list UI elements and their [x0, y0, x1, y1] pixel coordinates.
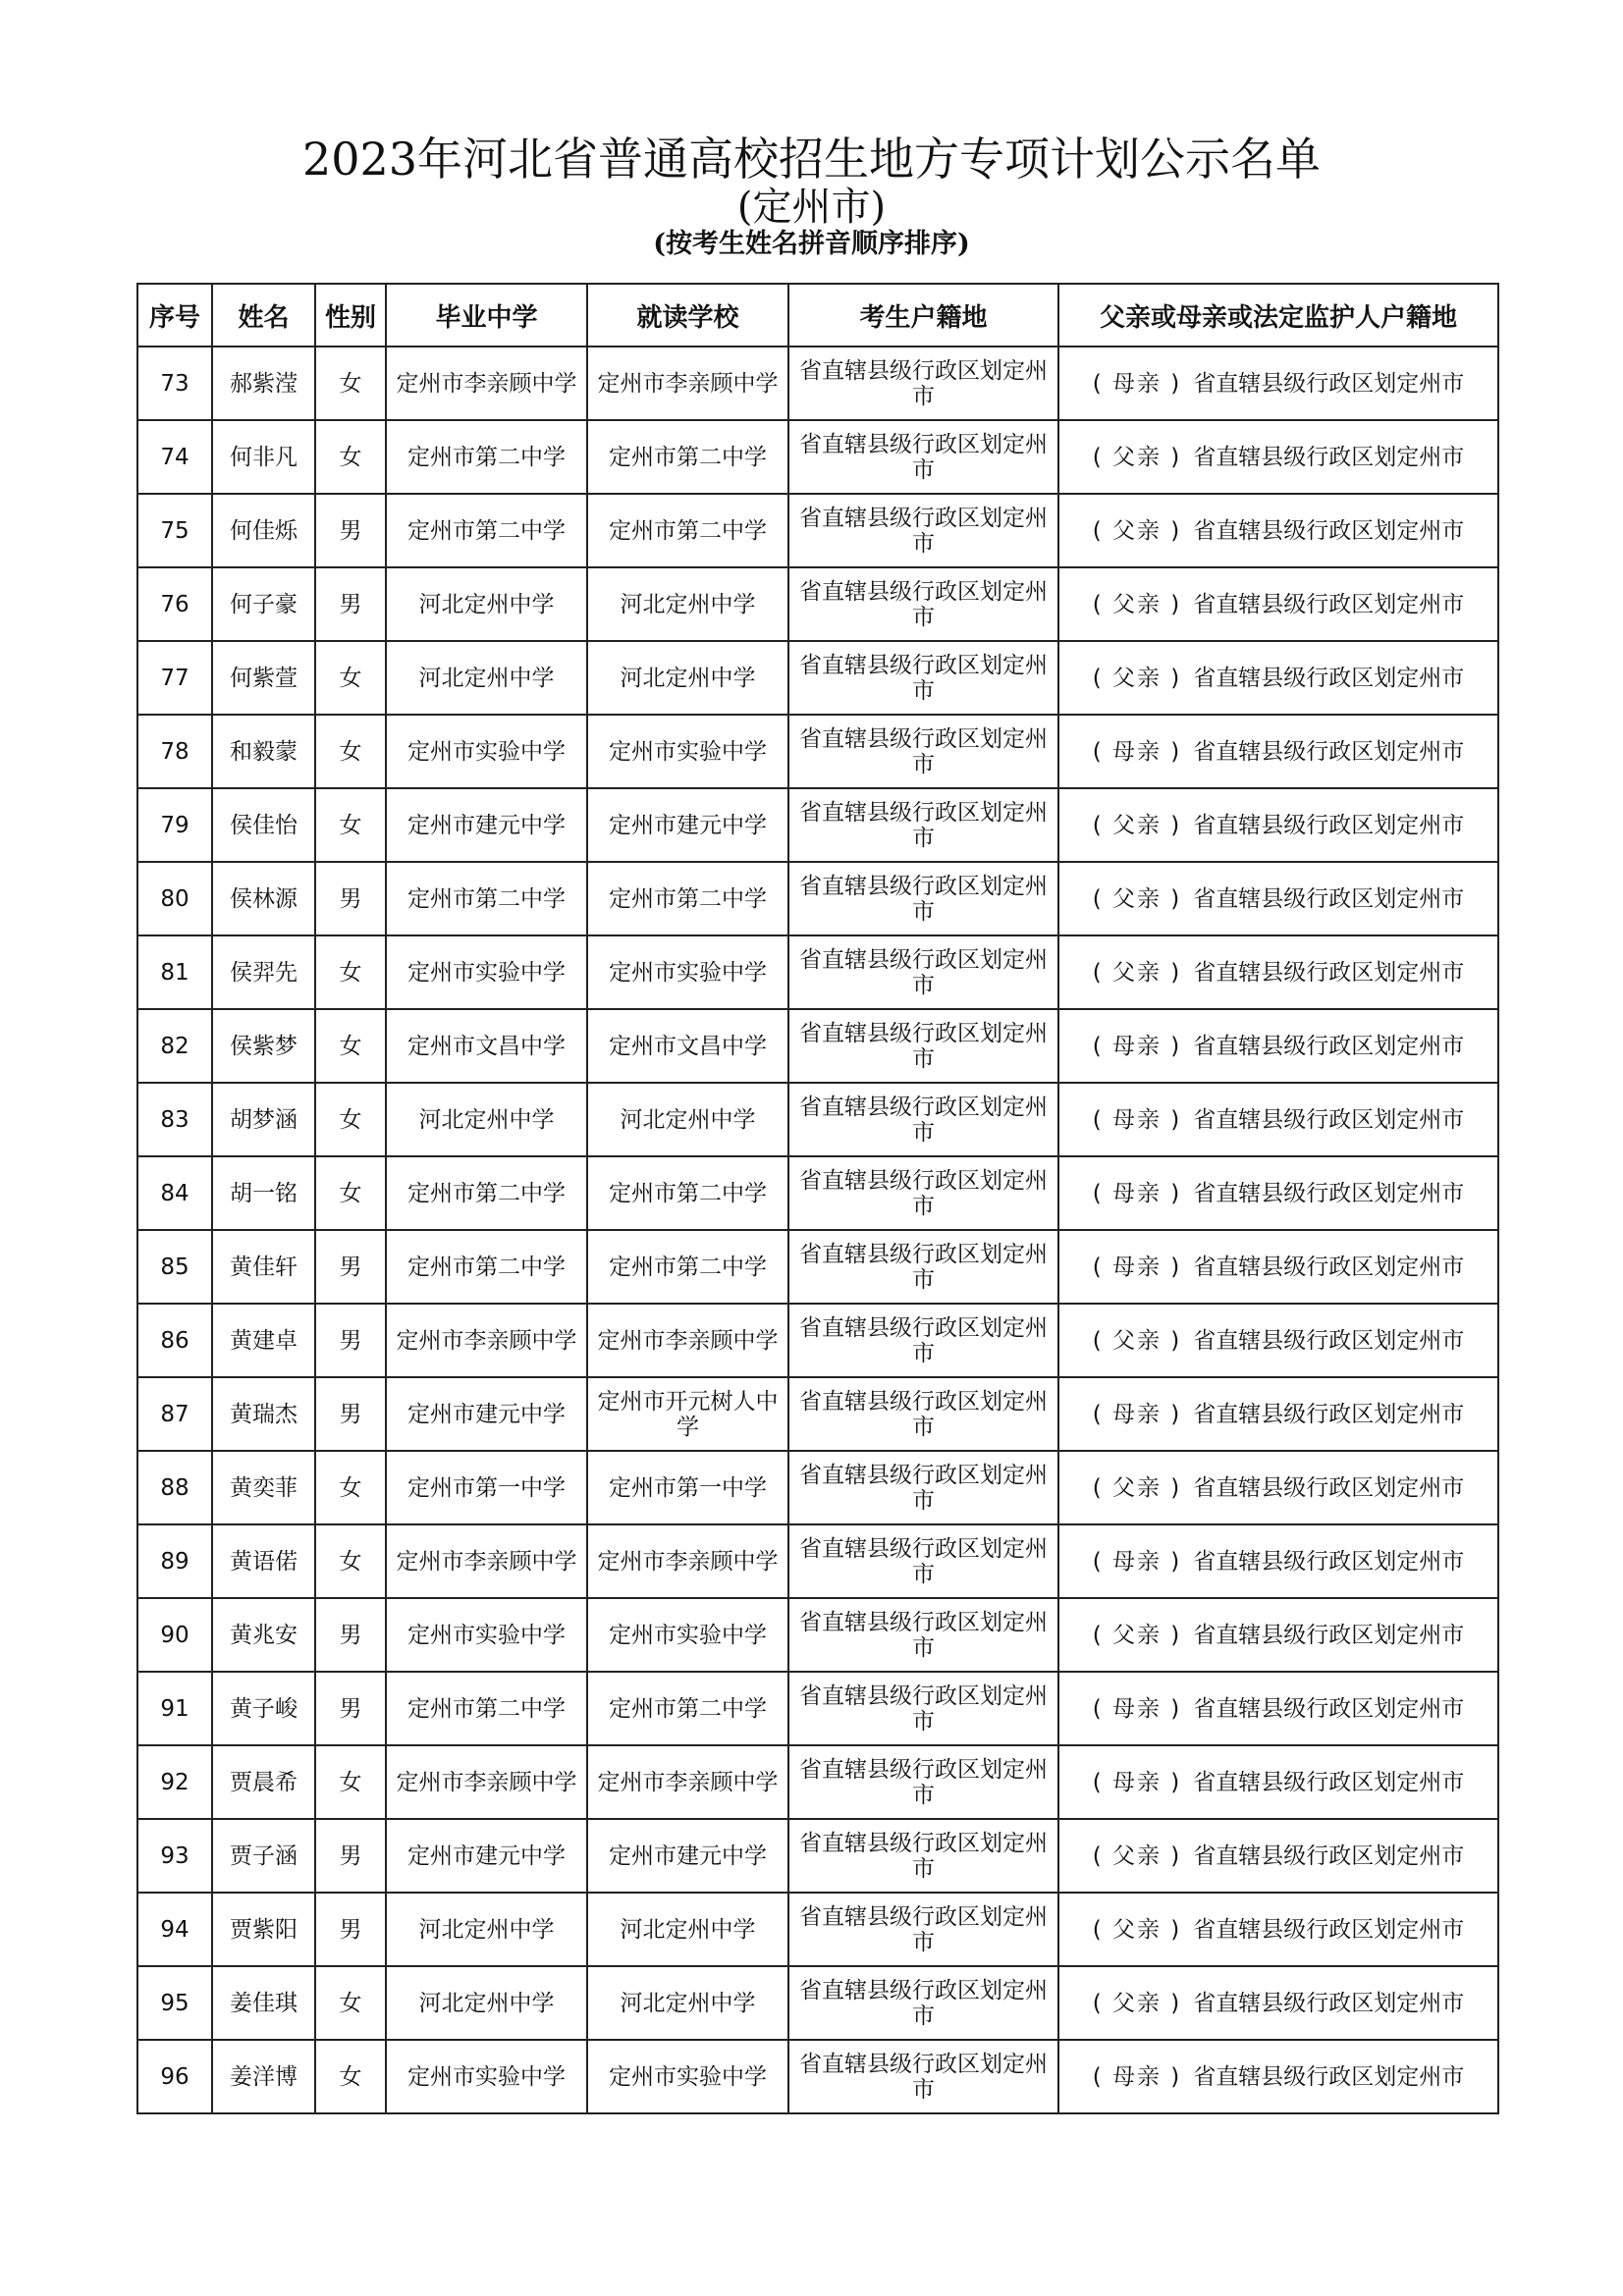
page-subtitle: (定州市): [736, 185, 887, 230]
cell-graduation-school: 定州市第二中学: [386, 1230, 587, 1304]
header-no: 序号: [137, 284, 212, 347]
cell-graduation-school: 定州市第二中学: [386, 494, 587, 567]
cell-no: 81: [137, 935, 212, 1009]
cell-no: 77: [137, 641, 212, 715]
cell-current-school: 定州市第二中学: [587, 862, 788, 935]
cell-graduation-school: 定州市李亲顾中学: [386, 1524, 587, 1598]
cell-gender: 男: [315, 567, 386, 641]
guardian-relation: ( 父亲 ): [1092, 1622, 1182, 1648]
cell-current-school: 河北定州中学: [587, 641, 788, 715]
cell-guardian-hukou: [1058, 788, 1498, 862]
cell-student-hukou: 省直辖县级行政区划定州市: [788, 494, 1058, 567]
table-row: [137, 1377, 1498, 1451]
cell-graduation-school: 河北定州中学: [386, 567, 587, 641]
cell-gender: 女: [315, 788, 386, 862]
cell-name: 黄子峻: [212, 1672, 315, 1745]
cell-student-hukou: 省直辖县级行政区划定州市: [788, 1451, 1058, 1524]
cell-gender: 男: [315, 1377, 386, 1451]
guardian-hukou-value: 省直辖县级行政区划定州市: [1193, 1401, 1465, 1427]
header-graduation-school: 毕业中学: [386, 284, 587, 347]
guardian-hukou-value: 省直辖县级行政区划定州市: [1193, 1254, 1465, 1280]
guardian-relation: ( 父亲 ): [1092, 1990, 1182, 2016]
cell-no: 80: [137, 862, 212, 935]
cell-no: 96: [137, 2040, 212, 2113]
cell-guardian-hukou: [1058, 2040, 1498, 2113]
cell-no: 86: [137, 1304, 212, 1377]
cell-no: 76: [137, 567, 212, 641]
cell-current-school: 定州市实验中学: [587, 935, 788, 1009]
cell-guardian-hukou: [1058, 1745, 1498, 1819]
guardian-hukou-value: 省直辖县级行政区划定州市: [1193, 885, 1465, 912]
guardian-hukou-value: 省直辖县级行政区划定州市: [1193, 370, 1465, 397]
guardian-hukou-value: 省直辖县级行政区划定州市: [1193, 959, 1465, 986]
cell-guardian-hukou: [1058, 1819, 1498, 1893]
cell-no: 92: [137, 1745, 212, 1819]
guardian-hukou-value: 省直辖县级行政区划定州市: [1193, 1106, 1465, 1133]
cell-current-school: 定州市李亲顾中学: [587, 1304, 788, 1377]
table-row: [137, 641, 1498, 715]
cell-name: 郝紫滢: [212, 347, 315, 420]
cell-gender: 女: [315, 1156, 386, 1230]
cell-student-hukou: 省直辖县级行政区划定州市: [788, 788, 1058, 862]
cell-name: 黄瑞杰: [212, 1377, 315, 1451]
cell-current-school: 定州市实验中学: [587, 2040, 788, 2113]
cell-graduation-school: 定州市李亲顾中学: [386, 1304, 587, 1377]
cell-student-hukou: 省直辖县级行政区划定州市: [788, 1377, 1058, 1451]
cell-gender: 男: [315, 862, 386, 935]
cell-guardian-hukou: [1058, 1598, 1498, 1672]
cell-no: 93: [137, 1819, 212, 1893]
cell-no: 74: [137, 420, 212, 494]
guardian-relation: ( 父亲 ): [1092, 517, 1182, 544]
table-row: [137, 1083, 1498, 1156]
page-title: 2023年河北省普通高校招生地方专项计划公示名单: [301, 133, 1322, 186]
guardian-relation: ( 父亲 ): [1092, 665, 1182, 691]
cell-name: 贾晨希: [212, 1745, 315, 1819]
cell-guardian-hukou: [1058, 1524, 1498, 1598]
cell-gender: 女: [315, 1745, 386, 1819]
cell-student-hukou: 省直辖县级行政区划定州市: [788, 1745, 1058, 1819]
cell-no: 87: [137, 1377, 212, 1451]
guardian-hukou-value: 省直辖县级行政区划定州市: [1193, 1842, 1465, 1869]
table-row: [137, 935, 1498, 1009]
guardian-relation: ( 母亲 ): [1092, 370, 1182, 397]
cell-current-school: 定州市文昌中学: [587, 1009, 788, 1083]
table-row: [137, 1230, 1498, 1304]
cell-student-hukou: 省直辖县级行政区划定州市: [788, 1083, 1058, 1156]
cell-gender: 男: [315, 1598, 386, 1672]
cell-no: 90: [137, 1598, 212, 1672]
cell-graduation-school: 定州市第二中学: [386, 420, 587, 494]
table-row: [137, 420, 1498, 494]
cell-no: 73: [137, 347, 212, 420]
cell-no: 82: [137, 1009, 212, 1083]
cell-graduation-school: 定州市实验中学: [386, 1598, 587, 1672]
cell-current-school: 定州市第二中学: [587, 1156, 788, 1230]
table-row: [137, 1451, 1498, 1524]
table-row: [137, 494, 1498, 567]
cell-current-school: 河北定州中学: [587, 1893, 788, 1966]
table-row: [137, 788, 1498, 862]
cell-guardian-hukou: [1058, 641, 1498, 715]
cell-guardian-hukou: [1058, 935, 1498, 1009]
cell-guardian-hukou: [1058, 1451, 1498, 1524]
cell-no: 78: [137, 715, 212, 788]
cell-guardian-hukou: [1058, 1966, 1498, 2040]
guardian-relation: ( 父亲 ): [1092, 1916, 1182, 1943]
cell-graduation-school: 定州市李亲顾中学: [386, 1745, 587, 1819]
cell-name: 姜佳琪: [212, 1966, 315, 2040]
cell-current-school: 定州市李亲顾中学: [587, 347, 788, 420]
cell-no: 75: [137, 494, 212, 567]
header-student-hukou: 考生户籍地: [788, 284, 1058, 347]
cell-name: 黄兆安: [212, 1598, 315, 1672]
cell-student-hukou: 省直辖县级行政区划定州市: [788, 1304, 1058, 1377]
cell-student-hukou: 省直辖县级行政区划定州市: [788, 420, 1058, 494]
cell-name: 何佳烁: [212, 494, 315, 567]
table-row: [137, 862, 1498, 935]
cell-no: 94: [137, 1893, 212, 1966]
guardian-hukou-value: 省直辖县级行政区划定州市: [1193, 444, 1465, 470]
cell-name: 何紫萱: [212, 641, 315, 715]
cell-guardian-hukou: [1058, 1009, 1498, 1083]
cell-gender: 女: [315, 935, 386, 1009]
guardian-hukou-value: 省直辖县级行政区划定州市: [1193, 1990, 1465, 2016]
cell-guardian-hukou: [1058, 420, 1498, 494]
cell-gender: 女: [315, 1083, 386, 1156]
cell-student-hukou: 省直辖县级行政区划定州市: [788, 567, 1058, 641]
guardian-relation: ( 父亲 ): [1092, 1842, 1182, 1869]
guardian-hukou-value: 省直辖县级行政区划定州市: [1193, 738, 1465, 765]
table-body: [137, 347, 1498, 2113]
cell-graduation-school: 定州市实验中学: [386, 715, 587, 788]
cell-no: 88: [137, 1451, 212, 1524]
guardian-hukou-value: 省直辖县级行政区划定州市: [1193, 1916, 1465, 1943]
cell-gender: 男: [315, 1304, 386, 1377]
guardian-hukou-value: 省直辖县级行政区划定州市: [1193, 2063, 1465, 2090]
cell-student-hukou: 省直辖县级行政区划定州市: [788, 715, 1058, 788]
cell-student-hukou: 省直辖县级行政区划定州市: [788, 1524, 1058, 1598]
cell-guardian-hukou: [1058, 862, 1498, 935]
cell-no: 85: [137, 1230, 212, 1304]
cell-student-hukou: 省直辖县级行政区划定州市: [788, 1009, 1058, 1083]
header-gender: 性别: [315, 284, 386, 347]
table-row: [137, 1819, 1498, 1893]
cell-name: 何非凡: [212, 420, 315, 494]
cell-student-hukou: 省直辖县级行政区划定州市: [788, 1893, 1058, 1966]
table-row: [137, 567, 1498, 641]
guardian-relation: ( 母亲 ): [1092, 1254, 1182, 1280]
cell-guardian-hukou: [1058, 1893, 1498, 1966]
guardian-relation: ( 父亲 ): [1092, 444, 1182, 470]
cell-graduation-school: 定州市实验中学: [386, 935, 587, 1009]
cell-gender: 男: [315, 494, 386, 567]
guardian-relation: ( 母亲 ): [1092, 2063, 1182, 2090]
cell-gender: 女: [315, 2040, 386, 2113]
cell-current-school: 定州市建元中学: [587, 788, 788, 862]
guardian-relation: ( 父亲 ): [1092, 959, 1182, 986]
cell-current-school: 定州市实验中学: [587, 1598, 788, 1672]
cell-graduation-school: 定州市第一中学: [386, 1451, 587, 1524]
cell-current-school: 定州市第二中学: [587, 420, 788, 494]
cell-student-hukou: 省直辖县级行政区划定州市: [788, 1598, 1058, 1672]
cell-no: 95: [137, 1966, 212, 2040]
guardian-hukou-value: 省直辖县级行政区划定州市: [1193, 1033, 1465, 1059]
cell-current-school: 定州市开元树人中学: [587, 1377, 788, 1451]
table-row: [137, 1524, 1498, 1598]
cell-graduation-school: 定州市实验中学: [386, 2040, 587, 2113]
cell-gender: 男: [315, 1893, 386, 1966]
guardian-relation: ( 母亲 ): [1092, 1180, 1182, 1206]
cell-no: 84: [137, 1156, 212, 1230]
cell-graduation-school: 定州市李亲顾中学: [386, 347, 587, 420]
header-current-school: 就读学校: [587, 284, 788, 347]
cell-name: 和毅蒙: [212, 715, 315, 788]
cell-graduation-school: 定州市第二中学: [386, 1156, 587, 1230]
cell-student-hukou: 省直辖县级行政区划定州市: [788, 862, 1058, 935]
cell-no: 83: [137, 1083, 212, 1156]
cell-name: 何子豪: [212, 567, 315, 641]
cell-name: 贾紫阳: [212, 1893, 315, 1966]
table-row: [137, 1156, 1498, 1230]
table-row: [137, 1672, 1498, 1745]
sort-note: (按考生姓名拼音顺序排序): [653, 229, 970, 259]
cell-student-hukou: 省直辖县级行政区划定州市: [788, 935, 1058, 1009]
cell-graduation-school: 河北定州中学: [386, 1893, 587, 1966]
cell-guardian-hukou: [1058, 1230, 1498, 1304]
cell-guardian-hukou: [1058, 1672, 1498, 1745]
cell-guardian-hukou: [1058, 1083, 1498, 1156]
cell-graduation-school: 定州市第二中学: [386, 862, 587, 935]
guardian-hukou-value: 省直辖县级行政区划定州市: [1193, 1327, 1465, 1354]
cell-current-school: 河北定州中学: [587, 567, 788, 641]
cell-graduation-school: 定州市建元中学: [386, 1377, 587, 1451]
guardian-relation: ( 父亲 ): [1092, 591, 1182, 617]
guardian-relation: ( 母亲 ): [1092, 1695, 1182, 1722]
cell-no: 79: [137, 788, 212, 862]
cell-guardian-hukou: [1058, 1156, 1498, 1230]
cell-current-school: 定州市第一中学: [587, 1451, 788, 1524]
guardian-hukou-value: 省直辖县级行政区划定州市: [1193, 1474, 1465, 1501]
guardian-relation: ( 父亲 ): [1092, 812, 1182, 838]
guardian-hukou-value: 省直辖县级行政区划定州市: [1193, 1548, 1465, 1575]
table-row: [137, 1009, 1498, 1083]
cell-student-hukou: 省直辖县级行政区划定州市: [788, 2040, 1058, 2113]
guardian-relation: ( 母亲 ): [1092, 1548, 1182, 1575]
cell-name: 黄建卓: [212, 1304, 315, 1377]
cell-name: 胡梦涵: [212, 1083, 315, 1156]
cell-current-school: 定州市建元中学: [587, 1819, 788, 1893]
cell-current-school: 定州市第二中学: [587, 494, 788, 567]
cell-gender: 女: [315, 1524, 386, 1598]
cell-guardian-hukou: [1058, 494, 1498, 567]
cell-graduation-school: 定州市建元中学: [386, 1819, 587, 1893]
table-row: [137, 1966, 1498, 2040]
table-row: [137, 347, 1498, 420]
cell-current-school: 定州市实验中学: [587, 715, 788, 788]
cell-name: 侯羿先: [212, 935, 315, 1009]
cell-gender: 女: [315, 347, 386, 420]
cell-guardian-hukou: [1058, 347, 1498, 420]
cell-name: 黄奕菲: [212, 1451, 315, 1524]
table-row: [137, 1745, 1498, 1819]
cell-name: 黄佳轩: [212, 1230, 315, 1304]
cell-gender: 女: [315, 1966, 386, 2040]
guardian-relation: ( 母亲 ): [1092, 1401, 1182, 1427]
guardian-hukou-value: 省直辖县级行政区划定州市: [1193, 1695, 1465, 1722]
guardian-hukou-value: 省直辖县级行政区划定州市: [1193, 517, 1465, 544]
table-row: [137, 1893, 1498, 1966]
cell-current-school: 定州市李亲顾中学: [587, 1745, 788, 1819]
table-row: [137, 1598, 1498, 1672]
table-row: [137, 2040, 1498, 2113]
cell-name: 贾子涵: [212, 1819, 315, 1893]
cell-graduation-school: 定州市文昌中学: [386, 1009, 587, 1083]
cell-gender: 女: [315, 420, 386, 494]
cell-gender: 男: [315, 1672, 386, 1745]
guardian-hukou-value: 省直辖县级行政区划定州市: [1193, 1622, 1465, 1648]
cell-current-school: 定州市李亲顾中学: [587, 1524, 788, 1598]
candidate-table: [136, 283, 1499, 2114]
guardian-hukou-value: 省直辖县级行政区划定州市: [1193, 812, 1465, 838]
guardian-hukou-value: 省直辖县级行政区划定州市: [1193, 665, 1465, 691]
cell-guardian-hukou: [1058, 1377, 1498, 1451]
guardian-hukou-value: 省直辖县级行政区划定州市: [1193, 1769, 1465, 1795]
guardian-hukou-value: 省直辖县级行政区划定州市: [1193, 591, 1465, 617]
guardian-hukou-value: 省直辖县级行政区划定州市: [1193, 1180, 1465, 1206]
cell-gender: 女: [315, 1009, 386, 1083]
cell-graduation-school: 河北定州中学: [386, 1083, 587, 1156]
cell-student-hukou: 省直辖县级行政区划定州市: [788, 1966, 1058, 2040]
table-row: [137, 1304, 1498, 1377]
cell-graduation-school: 定州市第二中学: [386, 1672, 587, 1745]
guardian-relation: ( 母亲 ): [1092, 1106, 1182, 1133]
cell-student-hukou: 省直辖县级行政区划定州市: [788, 1819, 1058, 1893]
cell-current-school: 河北定州中学: [587, 1083, 788, 1156]
cell-gender: 女: [315, 1451, 386, 1524]
cell-name: 黄语偌: [212, 1524, 315, 1598]
cell-student-hukou: 省直辖县级行政区划定州市: [788, 1672, 1058, 1745]
guardian-relation: ( 父亲 ): [1092, 1327, 1182, 1354]
cell-student-hukou: 省直辖县级行政区划定州市: [788, 1156, 1058, 1230]
header-name: 姓名: [212, 284, 315, 347]
cell-student-hukou: 省直辖县级行政区划定州市: [788, 1230, 1058, 1304]
cell-graduation-school: 河北定州中学: [386, 1966, 587, 2040]
cell-name: 侯林源: [212, 862, 315, 935]
cell-gender: 男: [315, 1819, 386, 1893]
guardian-relation: ( 母亲 ): [1092, 1769, 1182, 1795]
cell-current-school: 定州市第二中学: [587, 1672, 788, 1745]
header-guardian-hukou: 父亲或母亲或法定监护人户籍地: [1058, 284, 1498, 347]
guardian-relation: ( 父亲 ): [1092, 885, 1182, 912]
cell-name: 姜洋博: [212, 2040, 315, 2113]
cell-current-school: 定州市第二中学: [587, 1230, 788, 1304]
cell-guardian-hukou: [1058, 567, 1498, 641]
cell-no: 91: [137, 1672, 212, 1745]
cell-current-school: 河北定州中学: [587, 1966, 788, 2040]
cell-no: 89: [137, 1524, 212, 1598]
cell-gender: 女: [315, 641, 386, 715]
cell-name: 侯佳怡: [212, 788, 315, 862]
guardian-relation: ( 母亲 ): [1092, 1033, 1182, 1059]
cell-graduation-school: 河北定州中学: [386, 641, 587, 715]
cell-gender: 男: [315, 1230, 386, 1304]
guardian-relation: ( 父亲 ): [1092, 1474, 1182, 1501]
cell-student-hukou: 省直辖县级行政区划定州市: [788, 641, 1058, 715]
cell-name: 胡一铭: [212, 1156, 315, 1230]
cell-student-hukou: 省直辖县级行政区划定州市: [788, 347, 1058, 420]
cell-guardian-hukou: [1058, 1304, 1498, 1377]
cell-name: 侯紫梦: [212, 1009, 315, 1083]
cell-graduation-school: 定州市建元中学: [386, 788, 587, 862]
guardian-relation: ( 母亲 ): [1092, 738, 1182, 765]
table-row: [137, 715, 1498, 788]
table-header-row: [137, 284, 1498, 347]
cell-gender: 女: [315, 715, 386, 788]
cell-guardian-hukou: [1058, 715, 1498, 788]
